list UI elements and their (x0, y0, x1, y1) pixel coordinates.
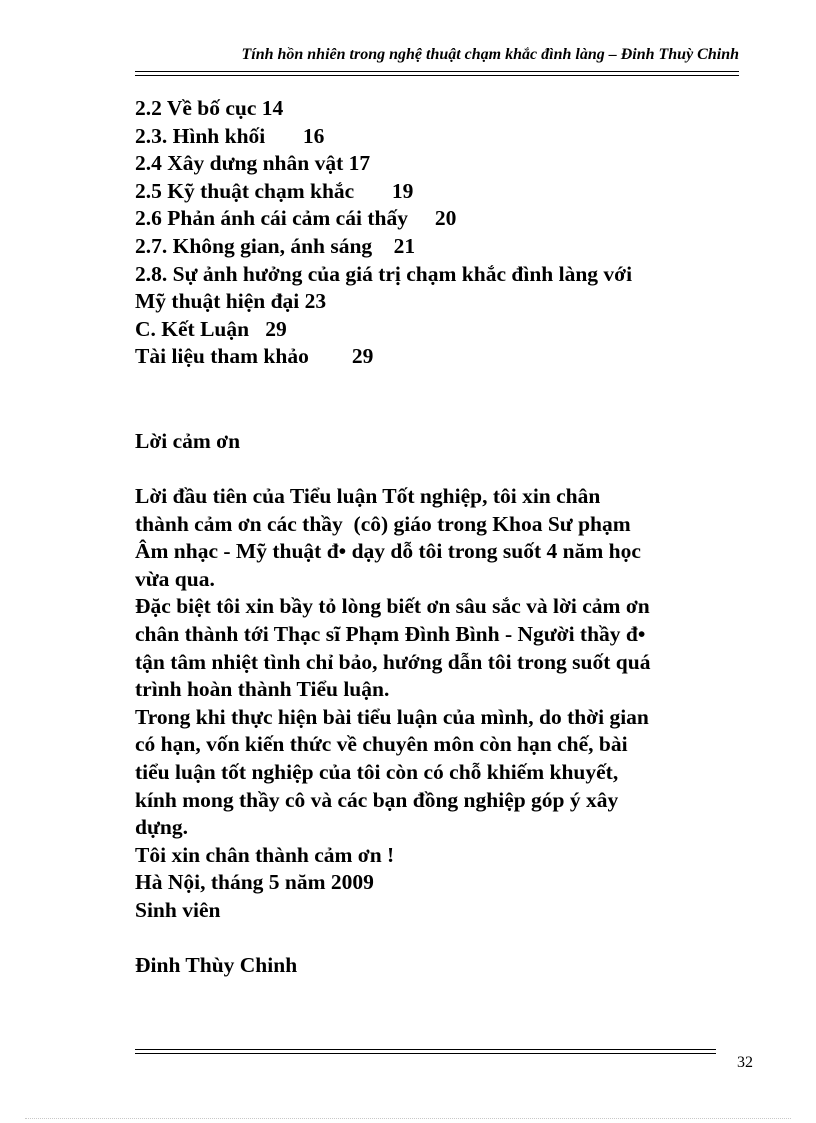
toc-entry: C. Kết Luận 29 (135, 316, 287, 341)
page-number: 32 (737, 1054, 753, 1071)
paragraph-line: Đặc biệt tôi xin bầy tỏ lòng biết ơn sâu sắc và lời cảm ơn (135, 594, 650, 619)
acknowledgement-body (135, 483, 735, 980)
table-of-contents (135, 95, 735, 371)
paragraph-line: có hạn, vốn kiến thức về chuyên môn còn hạn chế, bài (135, 732, 628, 757)
paragraph-line: Âm nhạc - Mỹ thuật đ• dạy dỗ tôi trong suốt 4 năm học (135, 539, 641, 564)
paragraph-line: Trong khi thực hiện bài tiểu luận của mình, do thời gian (135, 704, 649, 729)
running-header: Tính hồn nhiên trong nghệ thuật chạm khắc đình làng – Đinh Thuỳ Chinh (241, 46, 739, 63)
paragraph-line: tiểu luận tốt nghiệp của tôi còn có chỗ khiếm khuyết, (135, 759, 619, 784)
toc-entry: 2.2 Về bố cục 14 (135, 96, 284, 120)
toc-entry: Mỹ thuật hiện đại 23 (135, 289, 327, 314)
place-date-line: Hà Nội, tháng 5 năm 2009 (135, 870, 374, 895)
toc-entry: 2.6 Phản ánh cái cảm cái thấy 20 (135, 206, 457, 231)
paragraph-line: trình hoàn thành Tiểu luận. (135, 677, 390, 702)
header-rule-bottom (135, 75, 739, 76)
footer-rule-top (135, 1049, 716, 1050)
paragraph-line: chân thành tới Thạc sĩ Phạm Đình Bình - Người thầy đ• (135, 621, 646, 646)
paragraph-line: Lời đầu tiên của Tiểu luận Tốt nghiệp, tôi xin chân (135, 484, 601, 508)
signature-role: Sinh viên (135, 897, 221, 922)
page-edge-divider (25, 1118, 791, 1119)
toc-entry: 2.4 Xây dưng nhân vật 17 (135, 151, 371, 176)
acknowledgement-title: Lời cảm ơn (135, 429, 241, 453)
paragraph-line: tận tâm nhiệt tình chỉ bảo, hướng dẫn tôi trong suốt quá (135, 649, 651, 674)
toc-entry: 2.7. Không gian, ánh sáng 21 (135, 233, 416, 258)
blank-line (135, 925, 735, 953)
paragraph-line: thành cảm ơn các thầy (cô) giáo trong Khoa Sư phạm (135, 511, 631, 536)
toc-entry: 2.8. Sự ảnh hưởng của giá trị chạm khắc đình làng với (135, 261, 633, 286)
signature-name: Đinh Thùy Chinh (135, 953, 298, 978)
header-rule-top (135, 71, 739, 72)
paragraph-line: dựng. (135, 815, 188, 840)
paragraph-line: kính mong thầy cô và các bạn đồng nghiệp góp ý xây (135, 787, 619, 812)
paragraph-line: vừa qua. (135, 566, 215, 591)
toc-entry: 2.3. Hình khối 16 (135, 123, 325, 148)
toc-entry: 2.5 Kỹ thuật chạm khắc 19 (135, 178, 414, 203)
closing-line: Tôi xin chân thành cảm ơn ! (135, 842, 395, 867)
toc-entry: Tài liệu tham khảo 29 (135, 344, 374, 369)
footer-rule-bottom (135, 1053, 716, 1054)
